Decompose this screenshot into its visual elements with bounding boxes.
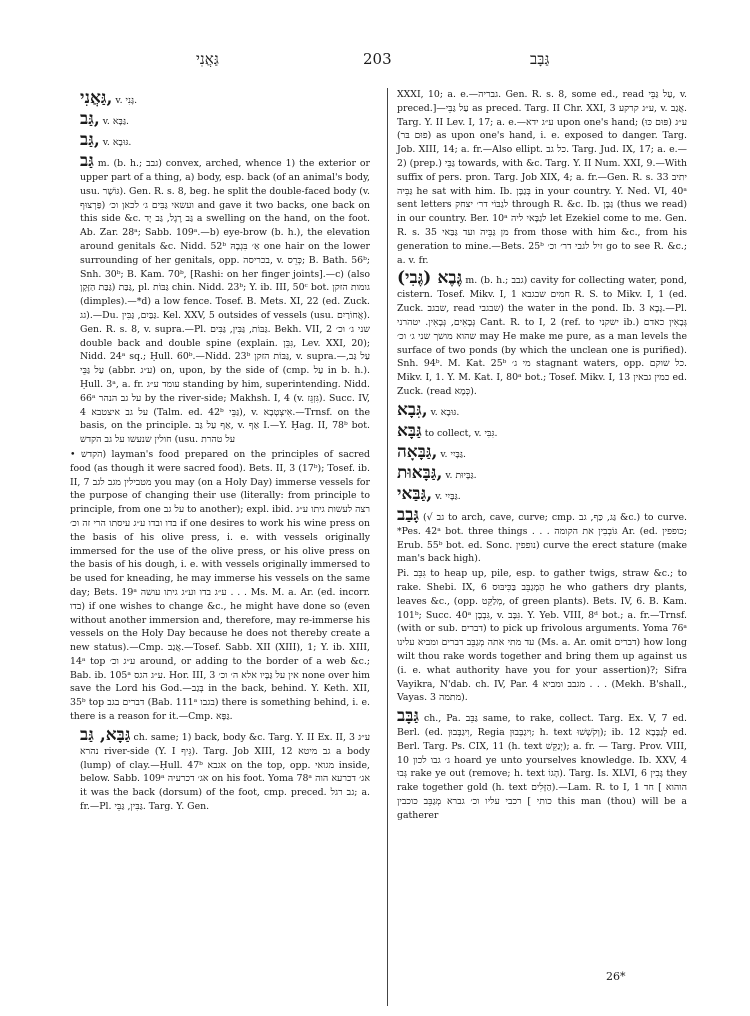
dictionary-entry bbox=[397, 268, 687, 398]
dictionary-entry bbox=[397, 706, 687, 823]
dictionary-entry bbox=[397, 442, 687, 462]
dictionary-entry bbox=[80, 151, 370, 447]
dictionary-entry bbox=[397, 567, 687, 705]
running-header bbox=[0, 50, 750, 72]
dictionary-entry bbox=[397, 463, 687, 483]
entry-headword: גַּב, bbox=[80, 109, 100, 129]
dictionary-entry bbox=[80, 130, 370, 150]
entry-text: v. גַּבָּיוּת. bbox=[442, 469, 477, 481]
dictionary-entry bbox=[80, 725, 370, 814]
entry-headword: גֶּבֶא (גֶּבִי) bbox=[397, 268, 463, 289]
entry-text: XXXI, 10; a. e.—גבריה. Gen. R. s. 8, some ed., read עַל גַּבֵּי, v. preced.]—עַל גַּבֵּי as preced. Targ. II Chr. XXI, 3 ע״ג קרקע, v. אֲגַב. Targ. Y. II Lev. I, 17; a. e.—ע״ג ידא upon one's hand; ע״ג (פּוּם כּוּ) (פוּם בּר) as upon one's hand, i. e. exposed to danger. Targ. Job. XIII, 14; a. fr.—Also ellipt. כל גב. Targ. Jud. IX, 17; a. e.—2) (prep.) גַּבֵּי towards, with &c. Targ. Y. II Num. XXI, 9.—With suffix of pers. pron. Targ. Job XIX, 4; a. fr.—Gen. R. s. 33 יתיב גַּבֵּיה he sat with him. Ib. בְּגַבָּן in your country. Y. Ned. VI, 40ᵃ sent letters לגַבּוֹי דר׳ יצחק through R. &c. Ib. גַּבָּן (thus we read) in our country. Ber. 10ᵃ לגַבָּאי ליה let Ezekiel come to me. Gen. R. s. 35 מן גַּבֵּיה ועד גַּבַּאי from those with him &c., from his generation to mine.—Bets. 25ᵇ זיל לגבי דר׳ וכ׳ go to see R. &c.; a. v. fr. bbox=[397, 89, 688, 266]
dictionary-entry bbox=[80, 109, 370, 129]
entry-text: ch., Pa. גַּבֵּב same, to rake, collect. Targ. Ex. V, 7 ed. Berl. (ed. וִיגַבְּבוּן, Regia וִיגַבְּבוּן; h. text וְקֹשְׁשׁוּ); ib. 12 לְגַבָּבָא ed. Berl. Targ. Ps. CIX, 11 (h. text יְנַקֵּשׁ); a. fr. — Targ. Prov. VIII, 10 ג׳ גבו לכון hoard ye unto yourselves knowledge. Ib. XXV, 4 גְּבוּ rake ye out (remove; h. text הָגוֹ). Targ. Is. XLVI, 6 גָּבִין they rake together gold (h. text הַזָּלִים).—Lam. R. to I, 1 הוהוא ] חד כותי ] רכבי עליו וכ׳ גברא מְגַבֵּב כוכבין this man (thou) will be a gatherer bbox=[397, 713, 688, 821]
entry-text: (√ גב to arch, cave, curve; cmp. גַּג, כַּף, גב &c.) to curve. *Pes. 42ᵃ bot. three things . . . גּוֹבְבִין את הקומה Ar. (ed. כופפין; Erub. 55ᵇ bot. ed. Sonc. נופפין) curve the erect stature (make man's back high). bbox=[397, 511, 688, 565]
column-divider bbox=[387, 88, 388, 1006]
dictionary-entry bbox=[397, 88, 687, 267]
dictionary-entry bbox=[397, 421, 687, 441]
entry-text: v. גּוּבָא. bbox=[99, 137, 132, 148]
entry-headword: גָּבַב bbox=[397, 504, 419, 525]
entry-headword: גַּבָּב bbox=[397, 706, 419, 727]
entry-headword: גַּאֲנִי, bbox=[80, 88, 113, 108]
left-column bbox=[70, 88, 371, 815]
entry-text: v. גָּנִי. bbox=[112, 95, 138, 106]
entry-headword: גַּב bbox=[80, 151, 94, 171]
dictionary-entry bbox=[397, 484, 687, 504]
entry-text: הקדש) layman's food prepared on the principles of sacred food (as though it were sacred food). Bets. II, 3 (17ᵇ); Tosef. ib. II, 7 מטבילין מגב לגב you may (on a Holy Day) immerse vessels for the purpose of changing their use (literally: from principle to principle, from one על גב to another); expl. ibid. רצה לעשות גיתו ע״ג בדו ובדו ע״ג עיסתו הרי זה וכ׳ if one desires to work his wine press on the basis of his olive press, i. e. with vessels originally immersed for the use of the olive press, or his olive press on the basis of his dough, i. e. with vessels originally immersed to be used for kneading, he may immerse his vessels on the same day; Bets. 19ᵃ ע״ג בדו וע״ג גיתו עושה . . . Ms. M. a. Ar. (ed. incorr. בדו) if one wishes to change &c., he might have done so (even without another immersion and, therefore, may re-immerse his vessels on the Holy Day because he does not thereby create a new status).—Cmp. אֲגַב.—Tosef. Sabb. XII (XIII), 1; Y. ib. XIII, 14ᵃ top ע״ג וכ׳ around, or adding to the border of a web &c.; Bab. ib. 105ᵃ ע״ג הגס. Hor. III, 3 אין על גַּבָּיו אלא ה׳ וכ׳ none over him save the Lord his God.—בְּגַב in the back, behind. Y. Keth. XII, 35ᵇ top דברים בגב (Bab. 111ᵃ בגבו) there is something behind, i. e. there is a reason for it.—Cmp. גַּפָּא. bbox=[70, 448, 371, 723]
dictionary-entry bbox=[80, 88, 370, 108]
page-number: 203 bbox=[363, 50, 392, 68]
entry-headword: גַּב, bbox=[80, 130, 100, 150]
entry-headword: גִּבָא, bbox=[397, 399, 428, 420]
dictionary-entry bbox=[397, 505, 687, 566]
signature-mark: 26* bbox=[606, 970, 626, 983]
entry-text: v. גּוּבָא. bbox=[427, 406, 460, 418]
entry-text: m. (b. h.; גבב) cavity for collecting water, pond, cistern. Tosef. Mikv. I, 1 חמים שבגבא R. S. to Mikv. I, 1 (ed. Zuck. שבגב, read שבגבי) the water in the pond. Ib. 3 גֶּבֶא.—Pl. גְּבָאִים, גְּבָאִין. יטהרני Cant. R. to I, 2 (ref. to ישקני ib.) גְּבָאִין כאדם שהוא מושך שני ג׳ וכ׳ may He make me pure, as a man levels the surface of two ponds (by which the unclean one is purified). Snh. 94ᵇ. M. Kat. 25ᵇ מי ג׳ stagnant waters, opp. כל שוקם. Mikv. I, 1. Y. M. Kat. I, 80ᵃ bot.; Tosef. Mikv. I, 13 כמין גבאין ed. Zuck. (read כְּמָא). bbox=[397, 275, 688, 397]
entry-headword: גַּבָּא, גַּב bbox=[80, 724, 131, 745]
entry-text: to collect, v. גִּבִּי. bbox=[421, 427, 498, 439]
entry-text: ch. same; 1) back, body &c. Targ. Y. II Ex. II, 3 ע״ג נהרא river-side (Y. I גֵּיף). Targ. Job XIII, 12 גב מיטא a body (lump) of clay.—Ḥull. 47ᵇ אגבא on the top, opp. מגואי inside, below. Sabb. 109ᵃ אג׳ דכרעיה on his foot. Yoma 78ᵃ אג׳ דכרעא הוה it was the back (dorsum) of the foot, cmp. preced. גב רגל; a. fr.—Pl. גַּבִּין, גַּבֵּי. Targ. Y. Gen. bbox=[80, 731, 371, 813]
entry-text: v. גַּבָּיִי. bbox=[432, 490, 461, 502]
right-column bbox=[397, 88, 687, 824]
entry-text: v. גַּבָּיִי. bbox=[437, 448, 466, 460]
left-running-headword: גַּאֲנִי bbox=[196, 50, 219, 68]
bullet-marker: • bbox=[70, 448, 81, 460]
entry-headword: גַּבָּאוּת, bbox=[397, 462, 443, 483]
entry-text: v. גַּבָּא. bbox=[99, 116, 130, 127]
entry-headword: גַּבַּאי, bbox=[397, 483, 433, 504]
entry-text: Pi. גִּבֵּב to heap up, pile, esp. to gather twigs, straw &c.; to rake. Shebi. IX, 6 הַמְגַבֵּב בַּכִּיבּוּס he who gathers dry plants, leaves &c., (opp. מְלַקֵּט, of green plants). Bets. IV, 6. B. Kam. 101ᵇ; Succ. 40ᵃ גִּבְבָן, v. גִּבָּב. Y. Yeb. VIII, 8ᵈ bot.; a. fr.—Trnsf. (with or sub. דברים) to pick up frivolous arguments. Yoma 76ᵃ עד מתי אתה מְגַבֵּב דברים ומביא עלינו (Ms. a. Ar. omit דברים) how long wilt thou rake words together and bring them up against us (i. e. what authority have you for your assertion)?; Sifra Vayikra, N'dab. ch. IV, Par. 4 מגבב ומביא . . . (Mekh. B'shall., Vayas. 3 מתמה). bbox=[397, 568, 688, 704]
entry-text: m. (b. h.; גבב) convex, arched, whence 1) the exterior or upper part of a thing, a) body, esp. back (of an animal's body, usu. גּוֹשֶׁר). Gen. R. s. 8, beg. he split the double-faced body (v. פַּרְצוּף) ועשאי גַּבִּים ג׳ לכאן וכ׳ and gave it two backs, one back on this side &c. גַּב רֶגֶל, גַּב יָד a swelling on the hand, on the foot. Ab. Zar. 28ᵃ; Sabb. 109ᵃ.—b) eye-brow (b. h.), the elevation around genitals &c. Nidd. 52ᵇ אַ׳ בִּגְבָהּ one hair on the lower surrounding of her genitals, opp. בכריסה, v. כְּרֵס; B. Bath. 56ᵇ; Snh. 30ᵇ; B. Kam. 70ᵇ, [Rashi: on her finger joints].—c) (also גַּבַּת הַזָּקָן) גַּבַּת, pl. גַּבּוֹת chin. Nidd. 23ᵇ; Y. ib. III, 50ᶜ bot. גומות הזקן (dimples).—*d) a low fence. Tosef. B. Mets. XI, 22 (ed. Zuck. גג).—Du. גַּבַּיִם, גַּבִּין. Kel. XXV, 5 outsides of vessels (usu. אֲחוֹרַיִם). Gen. R. s. 8, v. supra.—Pl. גַּבּוֹת, גַּבִּין, גַּבִּים. Bekh. VII, 2 שני ג׳ וכ׳ double back and double spine (explain. גִּבֵּן, Lev. XXI, 20); Nidd. 24ᵃ sq.; Ḥull. 60ᵇ.—Nidd. 23ᵇ גַּבּוֹת הזקן, v. supra.—עַל גַּב, עַל גַּבֵּי (abbr. ע״ג) on, upon, by the side of (cmp. עַל in b. h.). Ḥull. 3ᵃ, a. fr. עומד ע״ג standing by him, superintending. Nidd. 66ᵃ על גב הנהר by the river-side; Makhsh. I, 4 (v. גִּזְגֵּז). Succ. IV, 4 על גב איצטבא (Talm. ed. 42ᵇ גַּבֵּי), v. אִיצְטְבָא.—Trnsf. on the basis, on the principle. אַף עַל גַּב, v. אַף I.—Y. Ḥag. II, 78ᵇ bot. חולין שנעשו על גב הקדש (usu. על טהרת bbox=[80, 158, 371, 446]
entry-headword: גַּבָּאָה, bbox=[397, 441, 438, 462]
entry-headword: גַּבָּא bbox=[397, 420, 422, 441]
dictionary-entry bbox=[397, 400, 687, 420]
right-running-headword: גַּבָּב bbox=[530, 50, 550, 68]
dictionary-entry bbox=[70, 448, 370, 724]
